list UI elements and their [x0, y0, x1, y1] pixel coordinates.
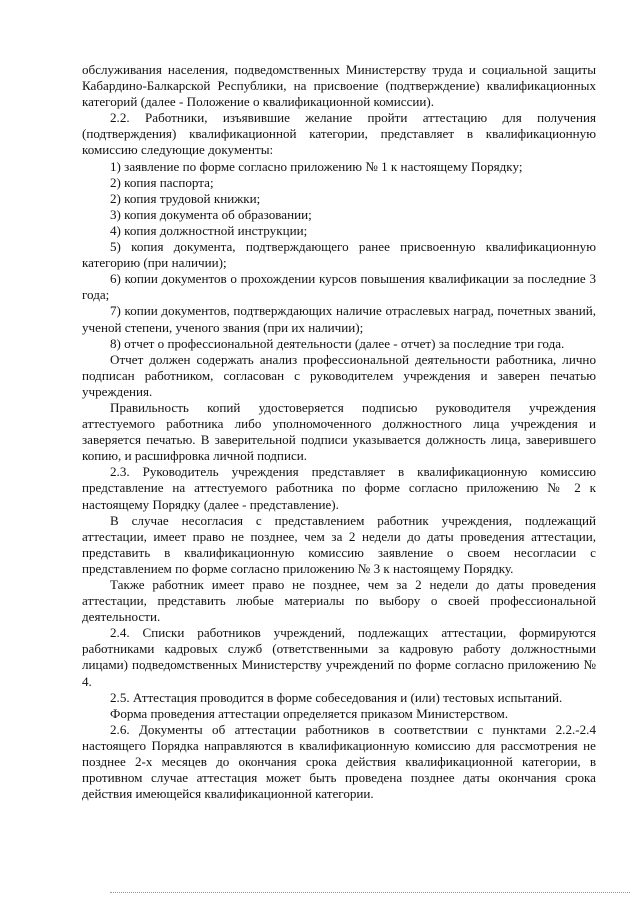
list-item: 3) копия документа об образовании;: [110, 206, 312, 222]
footer-divider: [110, 892, 630, 893]
document-body: [82, 62, 596, 802]
paragraph-2-4: 2.4. Списки работников учреждений, подлежащих аттестации, формируются работниками кадровых служб (ответственными за кадровую работу должностными лицами) подведомственных Министерству учреждений по форме согласно приложению № 4.: [82, 625, 596, 689]
list-item: 2) копия паспорта;: [110, 174, 214, 190]
paragraph-2-3: 2.3. Руководитель учреждения представляет в квалификационную комиссию представление на аттестуемого работника по форме согласно приложению № 2 к настоящему Порядку (далее - представление).: [82, 464, 596, 512]
paragraph-report-requirements: Отчет должен содержать анализ профессиональной деятельности работника, лично подписан работником, согласован с руководителем учреждения и заверен печатью учреждения.: [82, 351, 596, 399]
paragraph-additional-materials: Также работник имеет право не позднее, чем за 2 недели до даты проведения аттестации, представить любые материалы по выбору о своей профессиональной деятельности.: [82, 577, 596, 625]
list-item: 7) копии документов, подтверждающих наличие отраслевых наград, почетных званий, ученой степени, ученого звания (при их наличии);: [82, 303, 596, 335]
list-item: 4) копия должностной инструкции;: [110, 222, 308, 238]
paragraph-2-6: 2.6. Документы об аттестации работников в соответствии с пунктами 2.2.-2.4 настоящего Порядка направляются в квалификационную комиссию для рассмотрения не позднее 2-х месяцев до окончания срока действия квалификационной категории, в противном случае аттестация может быть проведена позднее даты окончания срока действия имеющейся квалификационной категории.: [82, 721, 596, 802]
list-item: 2) копия трудовой книжки;: [110, 190, 261, 206]
list-item: 5) копия документа, подтверждающего ранее присвоенную квалификационную категорию (при наличии);: [82, 239, 596, 271]
paragraph-attestation-form: Форма проведения аттестации определяется приказом Министерством.: [110, 705, 509, 721]
paragraph-copy-certification: Правильность копий удостоверяется подписью руководителя учреждения аттестуемого работника либо уполномоченного должностного лица учреждения и заверяется печатью. В заверительной подписи указывается должность лица, заверившего копию, и расшифровка личной подписи.: [82, 399, 596, 464]
paragraph-2-2: 2.2. Работники, изъявившие желание пройти аттестацию для получения (подтверждения) квалификационной категории, представляет в квалификационную комиссию следующие документы:: [82, 110, 596, 158]
paragraph-2-5: 2.5. Аттестация проводится в форме собеседования и (или) тестовых испытаний.: [110, 689, 563, 705]
list-item: 1) заявление по форме согласно приложению № 1 к настоящему Порядку;: [110, 158, 523, 174]
list-item: 8) отчет о профессиональной деятельности (далее - отчет) за последние три года.: [110, 335, 565, 351]
paragraph-disagreement: В случае несогласия с представлением работник учреждения, подлежащий аттестации, имеет право не позднее, чем за 2 недели до даты проведения аттестации, представить в квалификационную комиссию заявление о своем несогласии с представлением по форме согласно приложению № 3 к настоящему Порядку.: [82, 512, 596, 576]
list-item: 6) копии документов о прохождении курсов повышения квалификации за последние 3 года;: [82, 271, 596, 303]
paragraph-intro-continued: обслуживания населения, подведомственных Министерству труда и социальной защиты Кабардино-Балкарской Республики, на присвоение (подтверждение) квалификационных категорий (далее - Положение о квалификационной комиссии).: [82, 62, 596, 110]
